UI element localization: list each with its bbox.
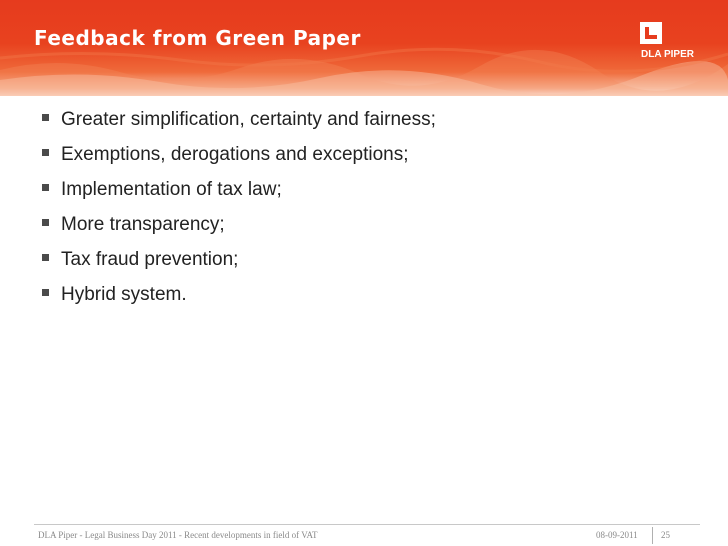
square-bullet-icon [42, 289, 49, 296]
list-item [42, 172, 436, 207]
slide-title: Feedback from Green Paper [34, 26, 361, 50]
footer-divider [34, 524, 700, 525]
bullet-text: Greater simplification, certainty and fairness; [61, 109, 436, 130]
list-item [42, 102, 436, 137]
bullet-text: Exemptions, derogations and exceptions; [61, 144, 409, 165]
square-bullet-icon [42, 254, 49, 261]
bullet-list [42, 102, 436, 312]
square-bullet-icon [42, 149, 49, 156]
header-banner [0, 0, 728, 96]
list-item [42, 277, 436, 312]
bullet-text: More transparency; [61, 214, 225, 235]
list-item [42, 207, 436, 242]
dla-piper-logo [640, 22, 710, 62]
list-item [42, 242, 436, 277]
square-bullet-icon [42, 114, 49, 121]
list-item [42, 137, 436, 172]
square-bullet-icon [42, 219, 49, 226]
svg-text:DLA PIPER: DLA PIPER [641, 49, 694, 60]
bullet-text: Hybrid system. [61, 284, 187, 305]
square-bullet-icon [42, 184, 49, 191]
footer-caption: DLA Piper - Legal Business Day 2011 - Recent developments in field of VAT [38, 530, 318, 540]
bullet-text: Implementation of tax law; [61, 179, 282, 200]
footer-date: 08-09-2011 [596, 530, 638, 540]
footer-separator [652, 527, 653, 544]
bullet-text: Tax fraud prevention; [61, 249, 239, 270]
page-number: 25 [661, 530, 670, 540]
